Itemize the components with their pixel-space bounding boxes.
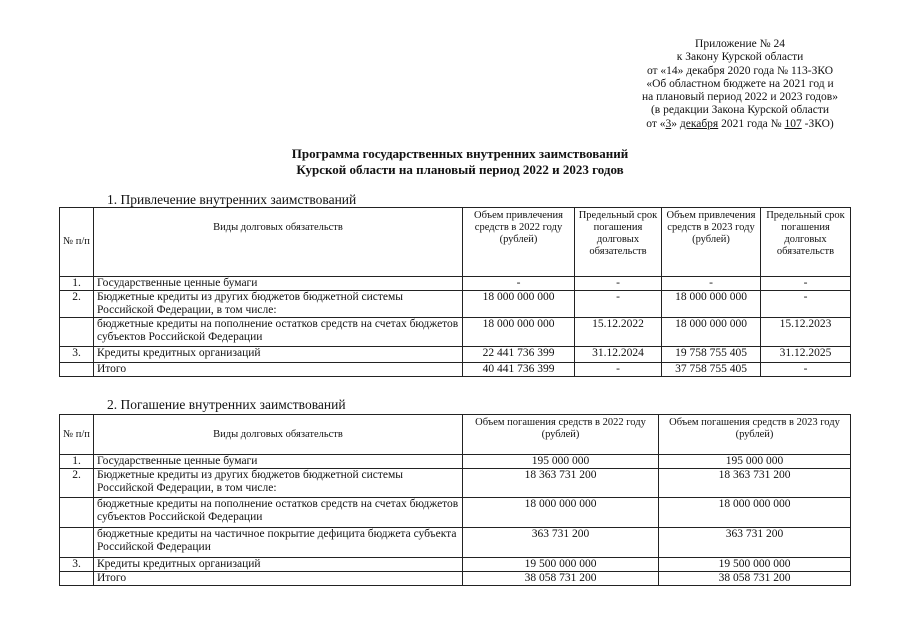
appendix-header: [600, 38, 880, 131]
row-term2022: -: [575, 291, 662, 318]
row-num: 1.: [60, 455, 94, 469]
title-line-2: Курской области на плановый период 2022 и 2023 годов: [296, 162, 624, 177]
row-vol2023: 19 500 000 000: [659, 558, 851, 572]
appendix-line: (в редакции Закона Курской области: [650, 104, 830, 117]
row-type: бюджетные кредиты на пополнение остатков средств на счетах бюджетов субъектов Российской Федерации: [94, 318, 463, 347]
row-vol2022: 18 363 731 200: [463, 469, 659, 498]
row-vol2023: 18 363 731 200: [659, 469, 851, 498]
row-type: бюджетные кредиты на пополнение остатков средств на счетах бюджетов субъектов Российской Федерации: [94, 498, 463, 528]
row-num: 3.: [60, 347, 94, 363]
row-vol2023: 18 000 000 000: [662, 291, 761, 318]
col-header-num: № п/п: [60, 415, 94, 455]
col-header-num: № п/п: [60, 208, 94, 277]
appendix-text: от «: [646, 117, 666, 130]
row-vol2023: 195 000 000: [659, 455, 851, 469]
table-row: [60, 318, 851, 347]
row-vol2023: 363 731 200: [659, 528, 851, 558]
row-num: [60, 572, 94, 586]
amendment-month: декабря: [679, 117, 719, 130]
appendix-line: [600, 118, 880, 131]
row-num: 1.: [60, 277, 94, 291]
row-vol2022: 18 000 000 000: [463, 291, 575, 318]
table-row: [60, 528, 851, 558]
row-type: Итого: [94, 363, 463, 377]
table-row: [60, 347, 851, 363]
row-term2022: -: [575, 363, 662, 377]
appendix-line: от «14» декабря 2020 года № 113-ЗКО: [646, 64, 834, 77]
row-vol2022: 22 441 736 399: [463, 347, 575, 363]
row-num: [60, 318, 94, 347]
appendix-line: к Закону Курской области: [676, 51, 804, 64]
col-header-term2022: Предельный срок погашения долговых обязательств: [575, 208, 662, 277]
row-term2022: 31.12.2024: [575, 347, 662, 363]
row-type: Итого: [94, 572, 463, 586]
appendix-line: «Об областном бюджете на 2021 год и: [646, 77, 834, 90]
row-num: 2.: [60, 469, 94, 498]
appendix-text: 2021 года №: [718, 117, 785, 130]
row-vol2022: 18 000 000 000: [463, 498, 659, 528]
row-vol2023: 37 758 755 405: [662, 363, 761, 377]
table-row: [60, 498, 851, 528]
row-type: бюджетные кредиты на частичное покрытие дефицита бюджета субъекта Российской Федерации: [94, 528, 463, 558]
row-vol2022: -: [463, 277, 575, 291]
row-vol2023: 38 058 731 200: [659, 572, 851, 586]
row-term2023: 31.12.2025: [761, 347, 851, 363]
row-num: [60, 528, 94, 558]
row-num: [60, 498, 94, 528]
table-row: [60, 277, 851, 291]
row-type: Бюджетные кредиты из других бюджетов бюджетной системы Российской Федерации, в том числе:: [94, 469, 463, 498]
row-type: Государственные ценные бумаги: [94, 455, 463, 469]
amendment-number: 107: [784, 117, 802, 130]
row-term2023: -: [761, 277, 851, 291]
row-vol2023: 19 758 755 405: [662, 347, 761, 363]
table-row-total: [60, 363, 851, 377]
col-header-term2023: Предельный срок погашения долговых обязательств: [761, 208, 851, 277]
table-row: [60, 469, 851, 498]
appendix-text: -ЗКО): [801, 117, 834, 130]
row-term2022: -: [575, 277, 662, 291]
borrowing-table: [59, 207, 851, 377]
row-type: Государственные ценные бумаги: [94, 277, 463, 291]
repayment-table: [59, 414, 851, 586]
row-num: [60, 363, 94, 377]
row-vol2022: 40 441 736 399: [463, 363, 575, 377]
row-vol2023: -: [662, 277, 761, 291]
col-header-vol2023: Объем привлечения средств в 2023 году (рублей): [662, 208, 761, 277]
appendix-text: »: [671, 117, 680, 130]
title-line-1: Программа государственных внутренних заимствований: [291, 146, 629, 161]
table-header-row: [60, 208, 851, 277]
appendix-line: Приложение № 24: [695, 38, 785, 50]
row-vol2023: 18 000 000 000: [659, 498, 851, 528]
row-term2023: 15.12.2023: [761, 318, 851, 347]
row-type: Кредиты кредитных организаций: [94, 347, 463, 363]
col-header-type: Виды долговых обязательств: [94, 415, 463, 455]
section-1-title: 1. Привлечение внутренних заимствований: [107, 192, 357, 207]
appendix-line: на плановый период 2022 и 2023 годов»: [642, 91, 838, 104]
row-type: Кредиты кредитных организаций: [94, 558, 463, 572]
section-2-title: 2. Погашение внутренних заимствований: [107, 397, 346, 412]
row-vol2022: 18 000 000 000: [463, 318, 575, 347]
table-row: [60, 455, 851, 469]
table-row: [60, 558, 851, 572]
row-vol2022: 195 000 000: [463, 455, 659, 469]
row-term2023: -: [761, 363, 851, 377]
row-term2023: -: [761, 291, 851, 318]
document-title: [150, 146, 770, 178]
col-header-vol2022: Объем привлечения средств в 2022 году (рублей): [463, 208, 575, 277]
table-row-total: [60, 572, 851, 586]
col-header-type: Виды долговых обязательств: [94, 208, 463, 277]
row-num: 3.: [60, 558, 94, 572]
row-vol2023: 18 000 000 000: [662, 318, 761, 347]
row-term2022: 15.12.2022: [575, 318, 662, 347]
row-num: 2.: [60, 291, 94, 318]
col-header-vol2022: Объем погашения средств в 2022 году (рублей): [463, 415, 659, 455]
table-header-row: [60, 415, 851, 455]
row-vol2022: 19 500 000 000: [463, 558, 659, 572]
row-vol2022: 38 058 731 200: [463, 572, 659, 586]
table-row: [60, 291, 851, 318]
col-header-vol2023: Объем погашения средств в 2023 году (рублей): [659, 415, 851, 455]
row-type: Бюджетные кредиты из других бюджетов бюджетной системы Российской Федерации, в том числе:: [94, 291, 463, 318]
amendment-day: 3: [665, 117, 672, 130]
row-vol2022: 363 731 200: [463, 528, 659, 558]
